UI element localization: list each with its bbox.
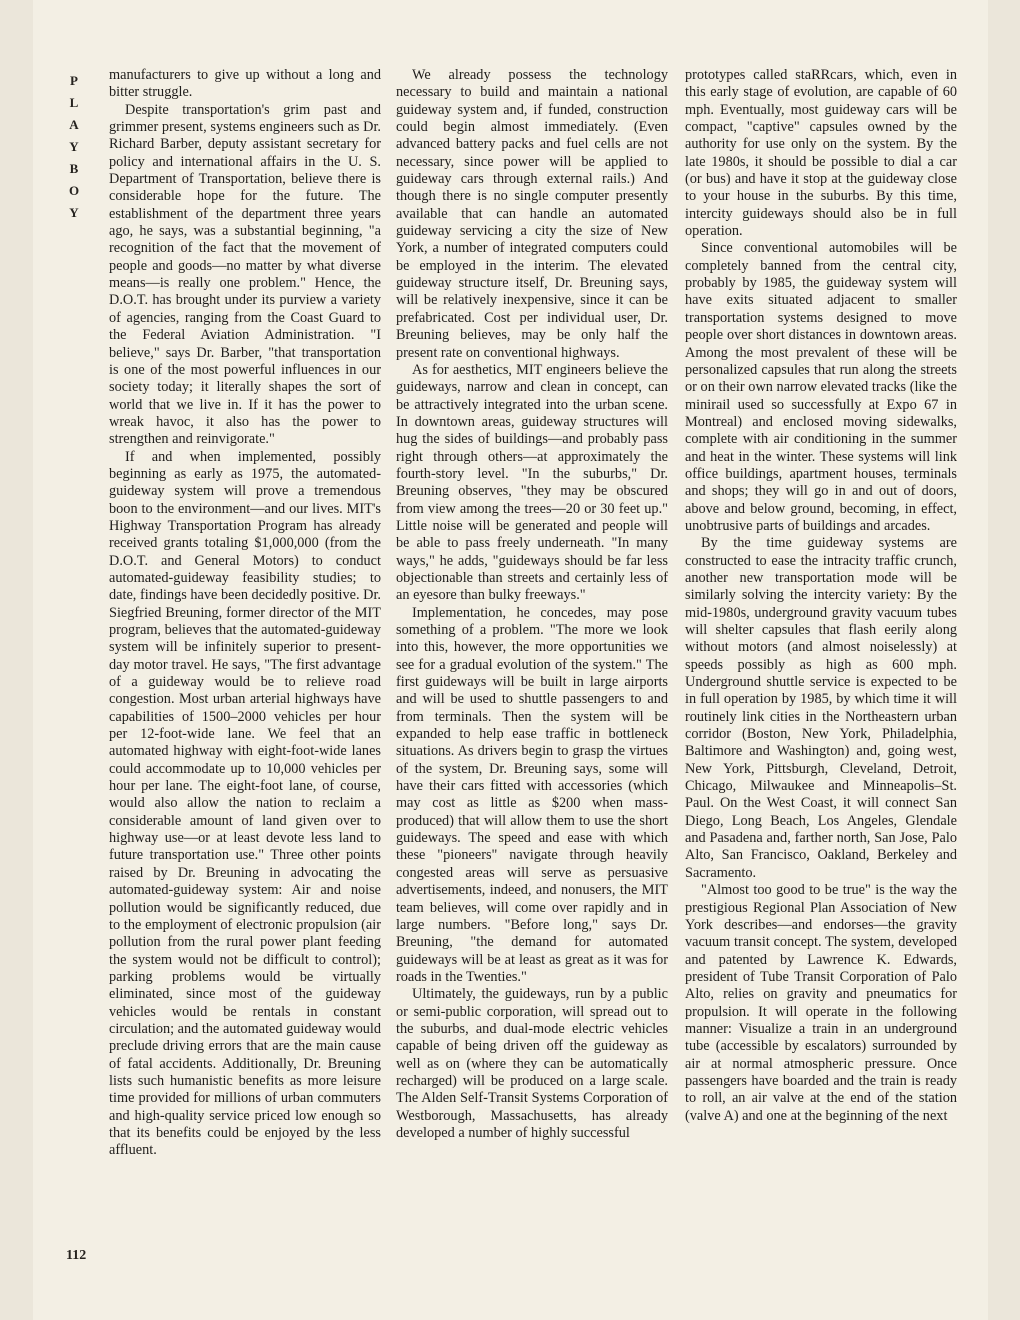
magazine-name <box>62 70 86 224</box>
magazine-name-letter: Y <box>69 139 79 154</box>
magazine-name-letter: Y <box>69 205 79 220</box>
magazine-name-letter: O <box>68 183 80 198</box>
paragraph: As for aesthetics, MIT engineers believe the guideways, narrow and clean in concept, can be attractively integrated into the urban scene. In downtown areas, guideway structures will hug the sides of buildings—and probably pass right through others—at approximately the fourth-story level. "In the suburbs," Dr. Breuning observes, "they may be obscured from view among the trees—20 or 30 feet up." Little noise will be generated and people will be able to pass freely underneath. "In many ways," he adds, "guideways should be far less objectionable than streets and certainly less of an eyesore than bulky freeways." <box>396 361 668 604</box>
paragraph: manufacturers to give up without a long and bitter struggle. <box>109 67 381 101</box>
paragraph: prototypes called staRRcars, which, even in this early stage of evolution, are capable of 60 mph. Eventually, most guideway cars will be compact, "captive" capsules owned by the authority for use only on the system. By the late 1980s, it should be possible to dial a car (or bus) and have it stop at the guideway close to your house in the suburbs. By this time, intercity guideways should also be in full operation. <box>685 67 957 240</box>
magazine-name-letter: L <box>69 95 79 110</box>
text-column-2 <box>396 67 668 1267</box>
paragraph: If and when implemented, possibly beginning as early as 1975, the automated-guideway system will prove a tremendous boon to the environment—and our lives. MIT's Highway Transportation Program has already received grants totaling $1,000,000 (from the D.O.T. and General Motors) to conduct automated-guideway feasibility studies; to date, findings have been decidedly positive. Dr. Siegfried Breuning, former director of the MIT program, believes that the automated-guideway system will be infinitely superior to present-day motor travel. He says, "The first advantage of a guideway would be to relieve road congestion. Most urban arterial highways have capabilities of 1500–2000 vehicles per hour per 12-foot-wide lane. We feel that an automated highway with eight-foot-wide lanes could accommodate up to 10,000 vehicles per hour per lane. The eight-foot lane, of course, would also allow the nation to reclaim a considerable amount of land given over to highway use—or at least devote less land to future transportation use." Three other points raised by Dr. Breuning in advocating the automated-guideway system: Air and noise pollution would be significantly reduced, due to the employment of electronic propulsion (air pollution from the rural power plant feeding the system would not be difficult to control); parking problems would be virtually eliminated, since most of the guideway vehicles would be rentals in constant circulation; and the automated guideway would preclude driving errors that are the main cause of fatal accidents. Additionally, Dr. Breuning lists such humanistic benefits as more leisure time provided for millions of urban commuters and high-quality service priced low enough so that its benefits could be enjoyed by the less affluent. <box>109 448 381 1159</box>
paragraph: "Almost too good to be true" is the way the prestigious Regional Plan Association of New York describes—and endorses—the gravity vacuum transit concept. The system, developed and patented by Lawrence K. Edwards, president of Tube Transit Corporation of Palo Alto, relies on gravity and pneumatics for propulsion. It will operate in the following manner: Visualize a train in an underground tube (accessible by escalators) surrounded by air at normal atmospheric pressure. Once passengers have boarded and the train is ready to roll, an air valve at the end of the station (valve A) and one at the beginning of the next <box>685 882 957 1124</box>
magazine-name-letter: B <box>69 161 79 176</box>
paragraph: Despite transportation's grim past and grimmer present, systems engineers such as Dr. Richard Barber, deputy assistant secretary for policy and international affairs in the U. S. Department of Transportation, believe there is considerable hope for the future. The establishment of the department three years ago, he says, was a substantial beginning, "a recognition of the fact that the movement of people and goods—no matter by what diverse means—is really one problem." Hence, the D.O.T. has brought under its purview a variety of agencies, ranging from the Coast Guard to the Federal Aviation Administration. "I believe," says Dr. Barber, "that transportation is one of the most powerful influences in our society today; it literally shapes the sort of world that we live in. If it has the power to wreak havoc, it also has the power to strengthen and reinvigorate." <box>109 101 381 448</box>
text-column-1 <box>109 67 381 1267</box>
paragraph: Since conventional automobiles will be completely banned from the central city, probably by 1985, the guideway system will have exits situated adjacent to smaller transportation systems designed to move people over short distances in downtown areas. Among the most prevalent of these will be personalized capsules that run along the streets or on their own narrow elevated tracks (like the minirail used so successfully at Expo 67 in Montreal) and enclosed moving sidewalks, complete with air conditioning in the summer and heat in the winter. These systems will link office buildings, apartment houses, terminals and shops; they will go in and out of doors, above and below ground, becoming, in effect, unobtrusive parts of buildings and arcades. <box>685 240 957 534</box>
paragraph: We already possess the technology necessary to build and maintain a national guideway system and, if funded, construction could begin almost immediately. (Even advanced battery packs and fuel cells are not necessary, since power will be applied to guideway cars through external rails.) And though there is no single computer presently available that can handle an automated guideway servicing a city the size of New York, a number of integrated computers could be employed in the interim. The elevated guideway structure itself, Dr. Breuning says, will be relatively inexpensive, since it can be prefabricated. Cost per individual user, Dr. Breuning believes, may be only half the present rate on conventional highways. <box>396 67 668 361</box>
page-number: 112 <box>66 1248 87 1263</box>
paragraph: By the time guideway systems are constructed to ease the intracity traffic crunch, another new transportation mode will be similarly solving the intercity variety: By the mid-1980s, underground gravity vacuum tubes will shelter capsules that flash eerily along without motors (and almost noiselessly) at speeds possibly as high as 600 mph. Underground shuttle service is expected to be in full operation by 1985, by which time it will routinely link cities in the Northeastern urban corridor (Boston, New York, Philadelphia, Baltimore and Washington) and, going west, New York, Pittsburgh, Cleveland, Detroit, Chicago, Milwaukee and Minneapolis–St. Paul. On the West Coast, it will connect San Diego, Long Beach, Los Angeles, Glendale and Pasadena and, farther north, San Jose, Palo Alto, San Francisco, Oakland, Berkeley and Sacramento. <box>685 535 957 881</box>
magazine-name-letter: P <box>70 73 78 88</box>
magazine-name-letter: A <box>69 117 79 132</box>
text-column-3 <box>685 67 957 1267</box>
paragraph: Ultimately, the guideways, run by a public or semi-public corporation, will spread out to the suburbs, and dual-mode electric vehicles capable of being driven off the guideway as well as on (where they can be automatically recharged) will be produced on a large scale. The Alden Self-Transit Systems Corporation of Westborough, Massachusetts, has already developed a number of highly successful <box>396 986 668 1141</box>
paragraph: Implementation, he concedes, may pose something of a problem. "The more we look into this, however, the more opportunities we see for a gradual evolution of the system." The first guideways will be built in large airports and will be used to shuttle passengers to and from terminals. Then the system will be expanded to help ease traffic in bottleneck situations. As drivers begin to grasp the virtues of the system, Dr. Breuning says, some will have their cars fitted with accessories (which may cost as little as $200 when mass-produced) that will allow them to use the short guideways. The speed and ease with which these "pioneers" navigate through heavily congested areas will serve as persuasive advertisements, indeed, and nonusers, the MIT team believes, will come over rapidly and in large numbers. "Before long," says Dr. Breuning, "the demand for automated guideways will be at least as great as it was for roads in the Twenties." <box>396 604 668 985</box>
